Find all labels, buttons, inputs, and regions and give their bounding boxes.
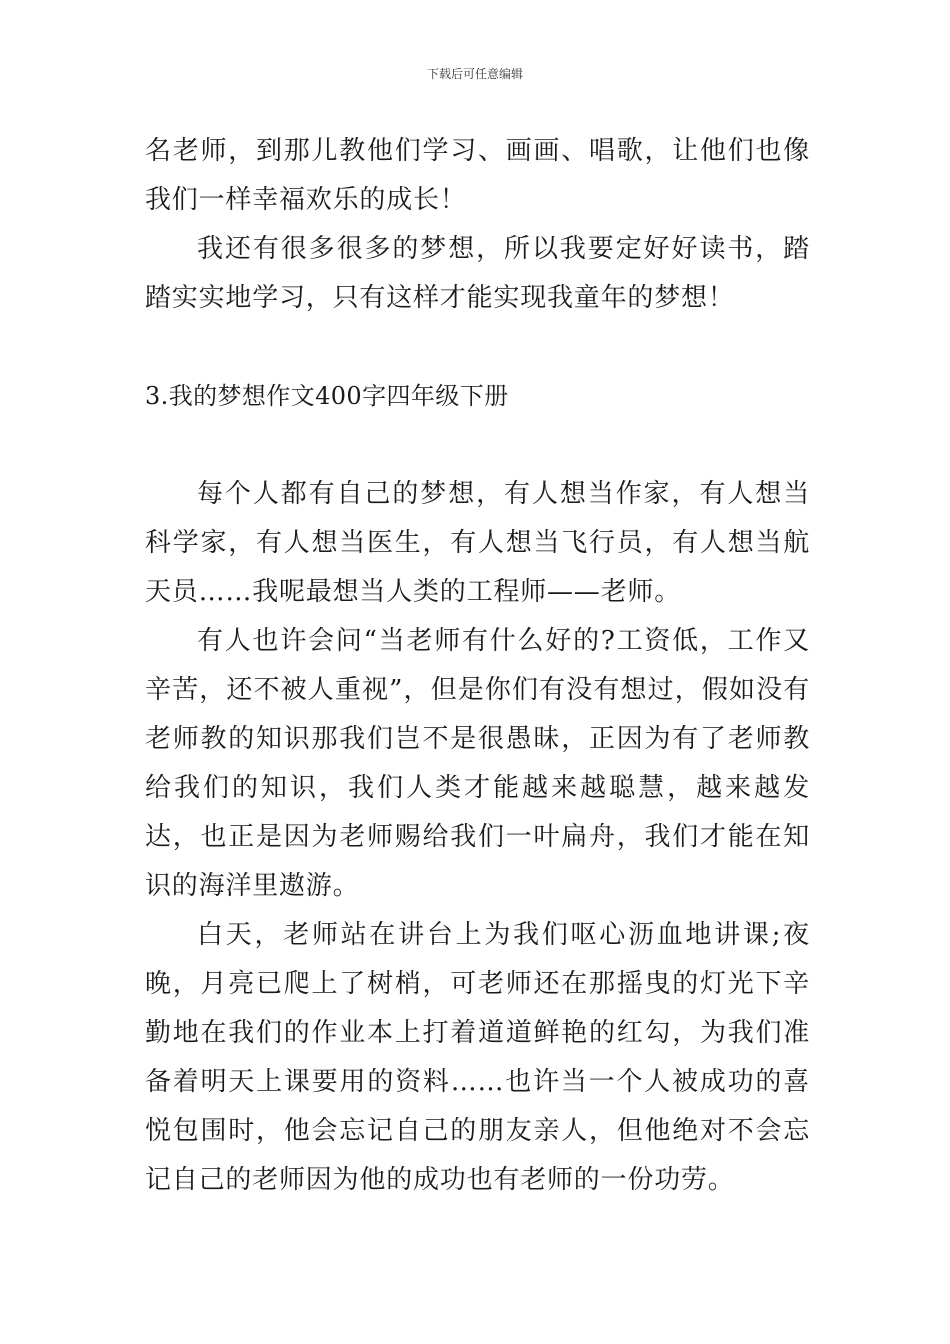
paragraph-everyone-has-dream: 每个人都有自己的梦想，有人想当作家，有人想当科学家，有人想当医生，有人想当飞行员，有人想当航天员……我呢最想当人类的工程师——老师。 — [145, 479, 810, 607]
paragraph-why-teacher: 有人也许会问“当老师有什么好的?工资低，工作又辛苦，还不被人重视”，但是你们有没有想过，假如没有老师教的知识那我们岂不是很愚昧，正因为有了老师教给我们的知识，我们人类才能越来越聪慧，越来越发达，也正是因为老师赐给我们一叶扁舟，我们才能在知识的海洋里遨游。 — [145, 626, 810, 901]
paragraph-dreams: 我还有很多很多的梦想，所以我要定好好读书，踏踏实实地学习，只有这样才能实现我童年的梦想！ — [145, 234, 810, 313]
document-body — [145, 127, 810, 1205]
paragraph-teacher-day-night: 白天，老师站在讲台上为我们呕心沥血地讲课;夜晚，月亮已爬上了树梢，可老师还在那摇曳的灯光下辛勤地在我们的作业本上打着道道鲜艳的红勾，为我们准备着明天上课要用的资料……也许当一个人被成功的喜悦包围时，他会忘记自己的朋友亲人，但他绝对不会忘记自己的老师因为他的成功也有老师的一份功劳。 — [145, 920, 810, 1195]
section-heading: 3.我的梦想作文400字四年级下册 — [145, 382, 509, 410]
page-header-note: 下载后可任意编辑 — [426, 67, 523, 81]
paragraph-continued: 名老师，到那儿教他们学习、画画、唱歌，让他们也像我们一样幸福欢乐的成长！ — [145, 136, 810, 215]
